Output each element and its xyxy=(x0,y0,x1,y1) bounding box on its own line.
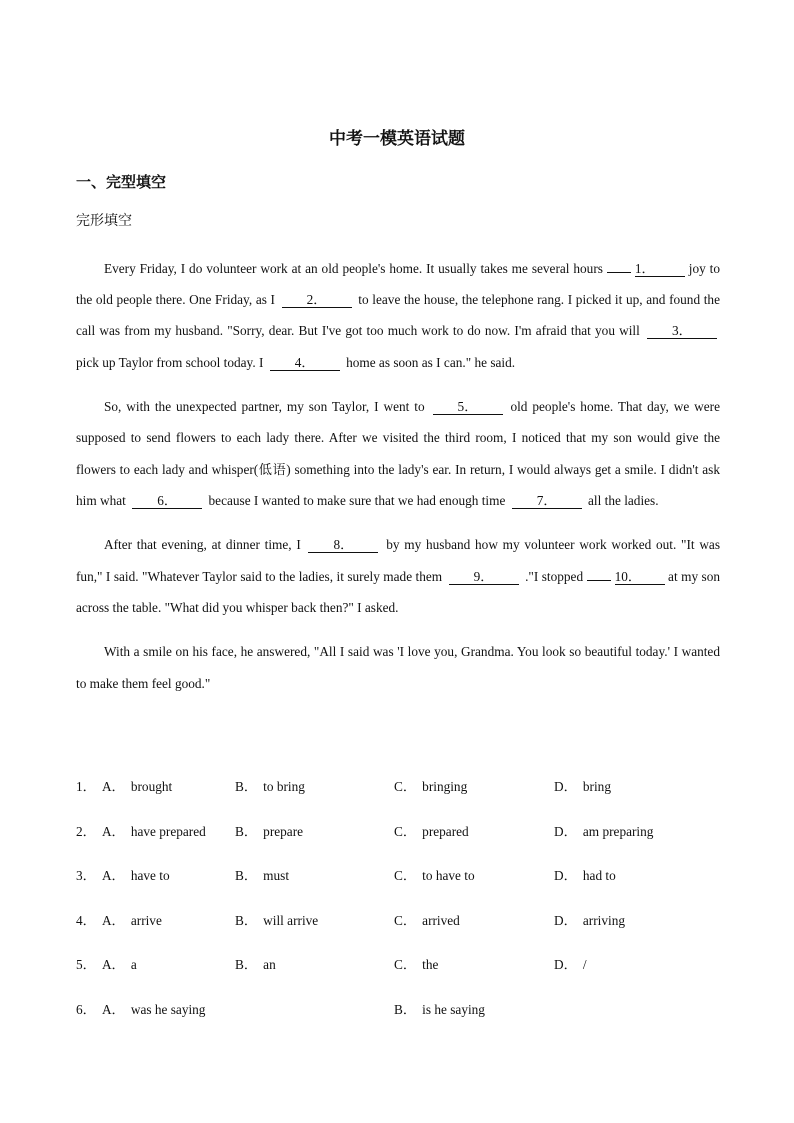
question-number: 6． xyxy=(76,1001,96,1017)
passage-text: old people's home. That day, we were supposed to send flowers to each lady there. After we visited the third room, I noticed that my son would give the flowers to each lady and whisper(低语) something into the lady's ear. In return, I would always get a smile. I didn't ask him what xyxy=(76,399,720,508)
passage-text: at my son across the table. "What did you whisper back then?" I asked. xyxy=(76,568,721,615)
option-letter: C． xyxy=(394,957,417,972)
question-row xyxy=(76,776,720,821)
option-text: prepare xyxy=(263,823,304,839)
question-number: 3． xyxy=(76,868,96,883)
answer-blank-7[interactable]: 7． xyxy=(512,493,582,509)
option-letter: D． xyxy=(554,868,577,883)
option-text: the xyxy=(422,957,439,972)
option-text: arrive xyxy=(130,912,162,928)
option-letter: B． xyxy=(235,912,258,928)
option-text: prepared xyxy=(422,823,469,839)
passage-text: to leave the house, the telephone rang. I picked it up, and found the call was from my husband. "Sorry, dear. But I've got too much work to do now. I'm afraid that you will xyxy=(76,292,720,339)
option-letter: D． xyxy=(554,779,577,794)
passage-paragraph-1 xyxy=(76,253,720,378)
answer-blank-4[interactable]: 4． xyxy=(270,355,340,371)
answer-blank-10-lead xyxy=(587,580,611,581)
page-title: 中考一模英语试题 xyxy=(329,129,465,149)
answer-blank-8[interactable]: 8． xyxy=(308,537,378,553)
option-text: must xyxy=(263,868,290,883)
passage-text: pick up Taylor from school today. I xyxy=(76,354,264,370)
question-list xyxy=(76,776,720,1043)
passage-paragraph-4 xyxy=(76,636,720,698)
option-letter: B． xyxy=(235,779,258,794)
option-letter: D． xyxy=(554,823,577,839)
option-text: / xyxy=(582,957,587,972)
option-letter: A． xyxy=(101,1001,125,1017)
option-d[interactable] xyxy=(554,910,625,929)
option-letter: C． xyxy=(394,868,417,883)
option-letter: B． xyxy=(235,868,258,883)
passage-text: joy to the old people there. One Friday, as I xyxy=(76,261,720,308)
option-letter: C． xyxy=(394,912,417,928)
answer-blank-10[interactable]: 10． xyxy=(615,569,665,585)
option-letter: B． xyxy=(235,957,258,972)
option-text: had to xyxy=(582,868,616,883)
passage-paragraph-3 xyxy=(76,529,720,623)
cloze-passage xyxy=(76,253,720,712)
question-number: 1． xyxy=(76,779,96,794)
option-letter: A． xyxy=(101,912,125,928)
answer-blank-5[interactable]: 5． xyxy=(433,399,503,415)
option-text: to have to xyxy=(422,868,475,883)
option-letter: C． xyxy=(394,823,417,839)
option-letter: A． xyxy=(101,957,125,972)
question-row xyxy=(76,821,720,866)
option-c[interactable] xyxy=(394,776,467,795)
passage-text: Every Friday, I do volunteer work at an old people's home. It usually takes me several hours xyxy=(104,261,603,276)
question-row xyxy=(76,910,720,955)
option-b[interactable] xyxy=(394,999,485,1018)
option-text: bringing xyxy=(422,779,468,794)
question-number: 4． xyxy=(76,912,96,928)
question-row xyxy=(76,865,720,910)
question-number: 5． xyxy=(76,957,96,972)
option-letter: B． xyxy=(235,823,258,839)
answer-blank-2[interactable]: 2． xyxy=(282,292,352,308)
option-a[interactable] xyxy=(76,954,137,973)
passage-text: After that evening, at dinner time, I xyxy=(104,537,301,553)
option-a[interactable] xyxy=(76,776,172,795)
answer-blank-6[interactable]: 6． xyxy=(132,493,202,509)
answer-blank-9[interactable]: 9． xyxy=(449,569,519,585)
option-text: bring xyxy=(582,779,611,794)
option-text: will arrive xyxy=(263,912,319,928)
passage-text: ."I stopped xyxy=(525,568,584,584)
option-b[interactable] xyxy=(235,776,305,795)
question-number: 2． xyxy=(76,823,96,839)
answer-blank-1-lead xyxy=(607,272,631,273)
option-text: arrived xyxy=(422,912,460,928)
option-text: an xyxy=(263,957,276,972)
section-heading: 一、完型填空 xyxy=(76,173,167,191)
passage-text: With a smile on his face, he answered, "All I said was 'I love you, Grandma. You look so beautiful today.' I wanted to make them feel good." xyxy=(76,644,720,691)
option-d[interactable] xyxy=(554,954,587,973)
option-text: am preparing xyxy=(582,823,654,839)
option-c[interactable] xyxy=(394,954,438,973)
option-a[interactable] xyxy=(76,865,170,884)
subsection-heading: 完形填空 xyxy=(76,213,132,229)
option-b[interactable] xyxy=(235,865,289,884)
option-d[interactable] xyxy=(554,865,616,884)
passage-text: all the ladies. xyxy=(588,492,659,508)
question-row xyxy=(76,999,720,1044)
option-c[interactable] xyxy=(394,865,475,884)
option-d[interactable] xyxy=(554,821,653,840)
option-letter: C． xyxy=(394,779,417,794)
option-letter: B． xyxy=(394,1001,417,1017)
passage-text: because I wanted to make sure that we had enough time xyxy=(208,492,506,508)
passage-paragraph-2 xyxy=(76,391,720,516)
option-text: to bring xyxy=(263,779,305,794)
option-b[interactable] xyxy=(235,954,276,973)
option-d[interactable] xyxy=(554,776,611,795)
option-text: have to xyxy=(130,868,170,883)
option-a[interactable] xyxy=(76,999,205,1018)
option-letter: A． xyxy=(101,823,125,839)
option-b[interactable] xyxy=(235,821,303,840)
passage-text: home as soon as I can." he said. xyxy=(346,354,516,370)
option-c[interactable] xyxy=(394,910,460,929)
passage-text: by my husband how my volunteer work worked out. "It was fun," I said. "Whatever Taylor said to the ladies, it surely made them xyxy=(76,537,720,584)
option-text: is he saying xyxy=(422,1001,485,1017)
option-letter: A． xyxy=(101,779,125,794)
answer-blank-1[interactable]: 1． xyxy=(635,261,685,277)
option-letter: A． xyxy=(101,868,125,883)
option-text: brought xyxy=(130,779,173,794)
option-text: was he saying xyxy=(130,1001,206,1017)
question-row xyxy=(76,954,720,999)
option-letter: D． xyxy=(554,912,577,928)
passage-text: So, with the unexpected partner, my son Taylor, I went to xyxy=(104,399,425,415)
option-b[interactable] xyxy=(235,910,318,929)
answer-blank-3[interactable]: 3． xyxy=(647,323,717,339)
option-a[interactable] xyxy=(76,910,162,929)
option-a[interactable] xyxy=(76,821,206,840)
option-text: have prepared xyxy=(130,823,206,839)
option-c[interactable] xyxy=(394,821,469,840)
option-letter: D． xyxy=(554,957,577,972)
option-text: a xyxy=(130,957,137,972)
option-text: arriving xyxy=(582,912,625,928)
